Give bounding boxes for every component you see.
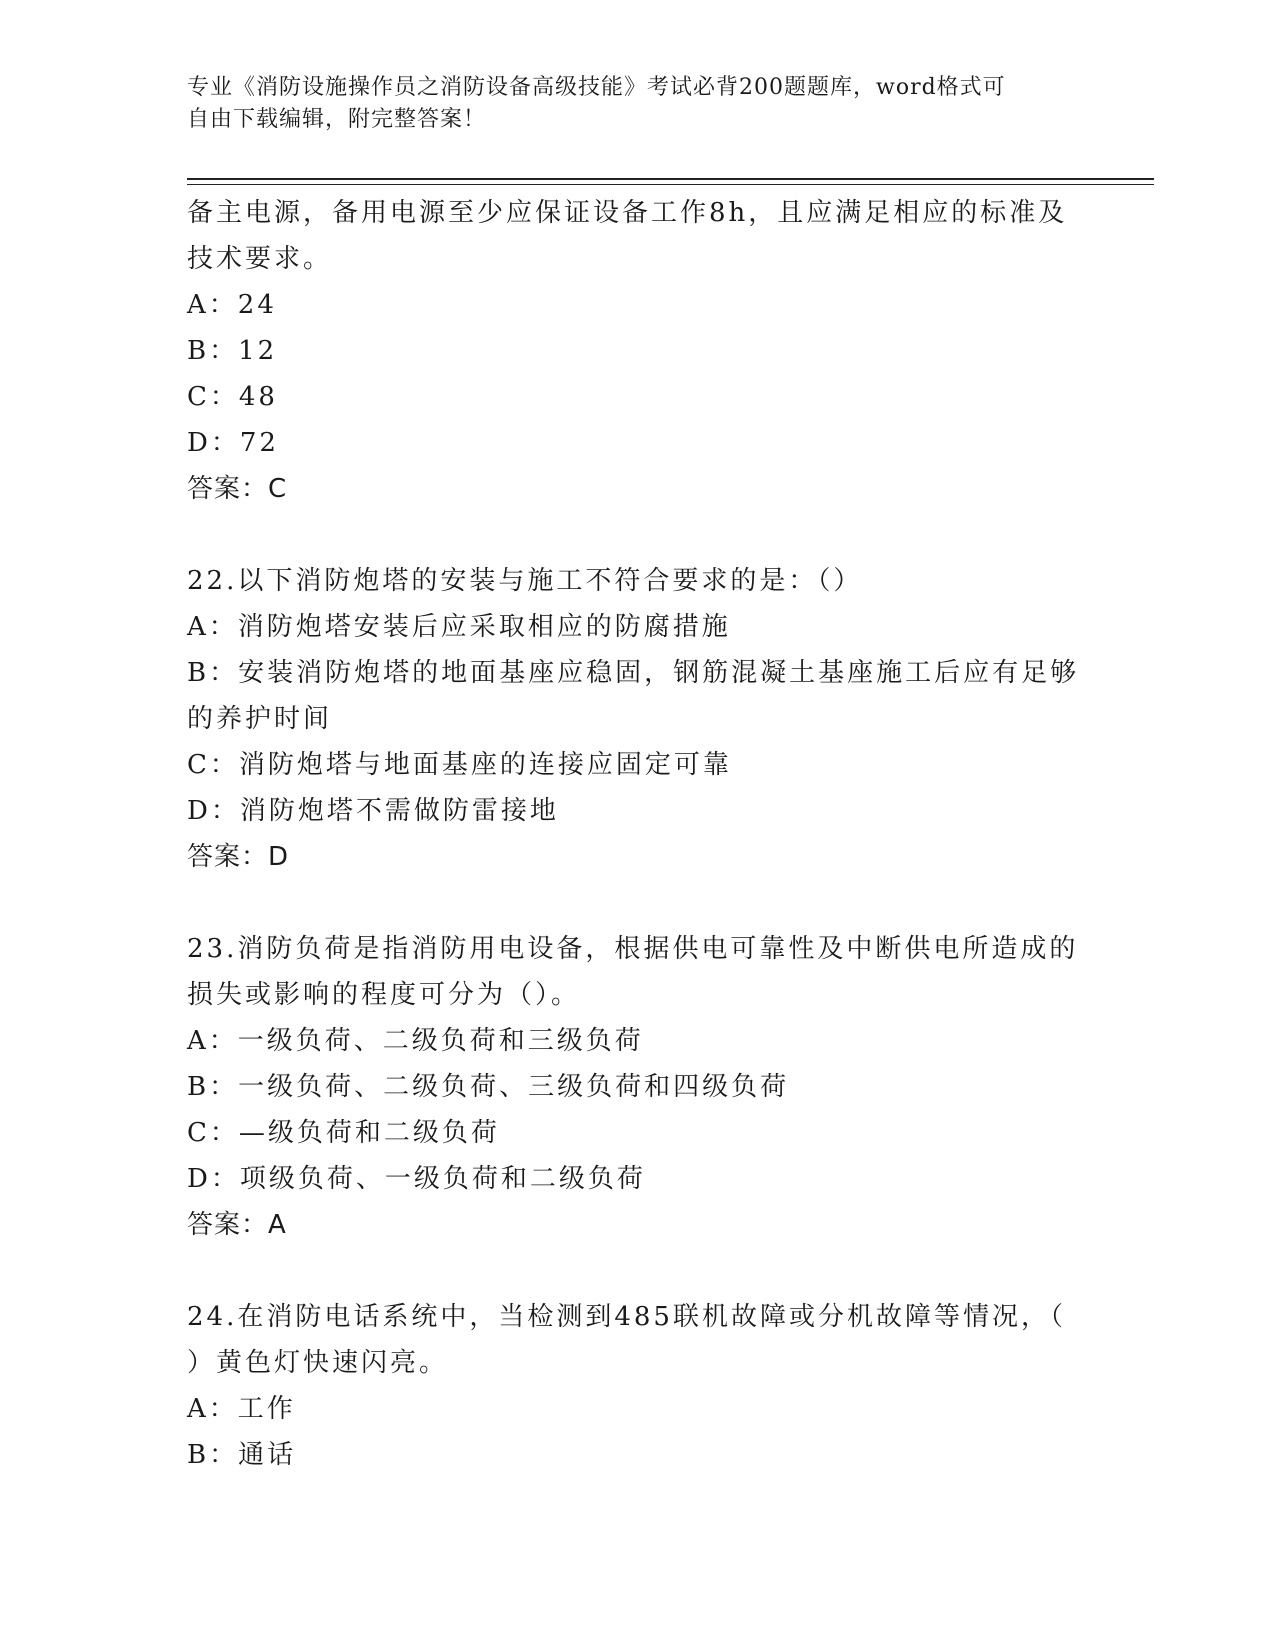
question-stem-cont: 损失或影响的程度可分为（）。 <box>187 980 581 1010</box>
question-23 <box>187 926 1087 1248</box>
document-header <box>187 72 1067 136</box>
option-b: B：通话 <box>187 1440 297 1470</box>
spacer <box>187 512 1087 558</box>
option-a: A：一级负荷、二级负荷和三级负荷 <box>187 1026 644 1056</box>
option-b: B：一级负荷、二级负荷、三级负荷和四级负荷 <box>187 1072 790 1102</box>
question-content <box>187 190 1087 1478</box>
spacer <box>187 880 1087 926</box>
question-stem-cont: 技术要求。 <box>187 244 333 274</box>
option-a: A：消防炮塔安装后应采取相应的防腐措施 <box>187 612 731 642</box>
option-c: C：—级负荷和二级负荷 <box>187 1118 500 1148</box>
question-stem: 22.以下消防炮塔的安装与施工不符合要求的是：（） <box>187 566 863 596</box>
question-stem-cont: ）黄色灯快速闪亮。 <box>187 1348 449 1378</box>
option-a: A：24 <box>187 290 277 320</box>
header-rule-thin <box>187 184 1154 185</box>
option-b: B：安装消防炮塔的地面基座应稳固，钢筋混凝土基座施工后应有足够 <box>187 658 1080 688</box>
option-c: C：48 <box>187 382 278 412</box>
header-rule-thick <box>187 178 1154 180</box>
spacer <box>187 1248 1087 1294</box>
option-b: B：12 <box>187 336 278 366</box>
question-stem: 23.消防负荷是指消防用电设备，根据供电可靠性及中断供电所造成的 <box>187 934 1079 964</box>
answer: 答案：C <box>187 474 288 504</box>
header-line-2: 自由下载编辑，附完整答案！ <box>187 107 487 132</box>
answer: 答案：D <box>187 842 290 872</box>
answer: 答案：A <box>187 1210 287 1240</box>
question-24 <box>187 1294 1087 1478</box>
option-a: A：工作 <box>187 1394 296 1424</box>
option-d: D：72 <box>187 428 279 458</box>
option-c: C：消防炮塔与地面基座的连接应固定可靠 <box>187 750 732 780</box>
option-d: D：项级负荷、一级负荷和二级负荷 <box>187 1164 646 1194</box>
option-d: D：消防炮塔不需做防雷接地 <box>187 796 559 826</box>
option-b-cont: 的养护时间 <box>187 704 333 734</box>
question-22 <box>187 558 1087 880</box>
header-line-1: 专业《消防设施操作员之消防设备高级技能》考试必背200题题库，word格式可 <box>187 75 1006 100</box>
question-stem: 24.在消防电话系统中，当检测到485联机故障或分机故障等情况，（ <box>187 1302 1066 1332</box>
question-21 <box>187 190 1087 512</box>
question-stem: 备主电源，备用电源至少应保证设备工作8h，且应满足相应的标准及 <box>187 198 1068 228</box>
